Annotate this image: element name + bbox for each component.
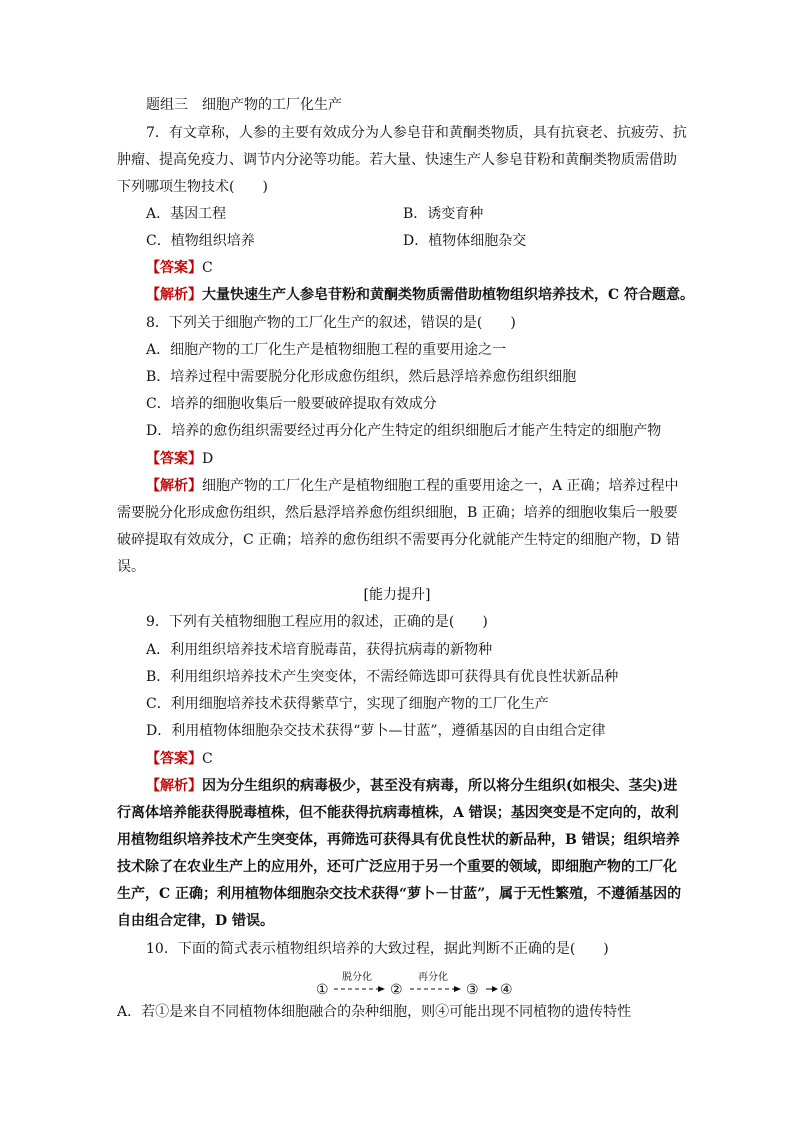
answer-value: D — [202, 451, 214, 467]
q9-option-a: A．利用组织培养技术培育脱毒苗，获得抗病毒的新物种 — [146, 642, 493, 658]
q9-option-b: B．利用组织培养技术产生突变体，不需经筛选即可获得具有优良性状新品种 — [146, 669, 619, 685]
arrow-1-head — [378, 986, 385, 992]
analysis-text: 因为分生组织的病毒极少，甚至没有病毒，所以将分生组织(如根尖、茎尖)进 — [202, 778, 678, 794]
q8-option-d: D．培养的愈伤组织需要经过再分化产生特定的组织细胞后才能产生特定的细胞产物 — [146, 423, 662, 439]
q8-stem: 8．下列关于细胞产物的工厂化生产的叙述，错误的是( ) — [146, 315, 516, 331]
q10-option-a: A．若①是来自不同植物体细胞融合的杂种细胞，则④可能出现不同植物的遗传特性 — [117, 1004, 632, 1020]
q7-stem-line1: 7．有文章称，人参的主要有效成分为人参皂苷和黄酮类物质，具有抗衰老、抗疲劳、抗 — [146, 125, 687, 141]
analysis-tag: 【解析】 — [146, 287, 202, 303]
q9-analysis-line5: 生产，C 正确；利用植物体细胞杂交技术获得“萝卜－甘蓝”，属于无性繁殖，不遵循基因的 — [117, 886, 682, 902]
q8-option-a: A．细胞产物的工厂化生产是植物细胞工程的重要用途之一 — [146, 342, 507, 358]
flow-label-redifferentiation: 再分化 — [418, 972, 448, 983]
q8-option-c: C．培养的细胞收集后一般要破碎提取有效成分 — [146, 396, 437, 412]
q7-option-b: B．诱变育种 — [403, 206, 484, 222]
answer-tag: 【答案】 — [146, 260, 202, 276]
q9-answer — [146, 750, 686, 768]
q9-option-d: D．利用植物体细胞杂交技术获得“萝卜—甘蓝”，遵循基因的自由组合定律 — [146, 723, 606, 739]
arrow-2-head — [454, 986, 461, 992]
q9-analysis-line4: 技术除了在农业生产上的应用外，还可广泛应用于另一个重要的领域，即细胞产物的工厂化 — [117, 859, 677, 875]
answer-tag: 【答案】 — [146, 451, 202, 467]
q9-stem: 9．下列有关植物细胞工程应用的叙述，正确的是( ) — [146, 614, 488, 630]
analysis-text: 细胞产物的工厂化生产是植物细胞工程的重要用途之一，A 正确；培养过程中 — [202, 478, 679, 494]
q7-option-a: A．基因工程 — [146, 206, 227, 222]
flow-node-1: ① — [316, 982, 329, 998]
flow-node-2: ② — [390, 982, 403, 998]
q8-option-b: B．培养过程中需要脱分化形成愈伤组织，然后悬浮培养愈伤组织细胞 — [146, 369, 577, 385]
q7-stem-line3: 下列哪项生物技术( ) — [117, 179, 268, 195]
analysis-tag: 【解析】 — [146, 778, 202, 794]
q8-analysis-line2: 需要脱分化形成愈伤组织，然后悬浮培养愈伤组织细胞，B 正确；培养的细胞收集后一般要 — [117, 505, 678, 521]
q10-stem: 10．下面的简式表示植物组织培养的大致过程，据此判断不正确的是( ) — [146, 941, 609, 957]
answer-value: C — [202, 260, 213, 276]
analysis-text: 大量快速生产人参皂苷粉和黄酮类物质需借助植物组织培养技术，C 符合题意。 — [202, 287, 695, 303]
q9-analysis-line2: 行离体培养能获得脱毒植株，但不能获得抗病毒植株，A 错误；基因突变是不定向的，故利 — [117, 805, 679, 821]
q7-option-d: D．植物体细胞杂交 — [403, 233, 527, 249]
q7-stem-line2: 肿瘤、提高免疫力、调节内分泌等功能。若大量、快速生产人参皂苷粉和黄酮类物质需借助 — [117, 152, 677, 168]
q7-option-c: C．植物组织培养 — [146, 233, 255, 249]
q8-analysis-line4: 误。 — [117, 559, 145, 575]
q7-analysis — [146, 286, 726, 304]
q8-analysis-line3: 破碎提取有效成分，C 正确；培养的愈伤组织不需要再分化就能产生特定的细胞产物，D 错 — [117, 532, 680, 548]
q9-analysis-line1 — [146, 777, 706, 795]
culture-flow-diagram — [300, 968, 560, 1000]
answer-tag: 【答案】 — [146, 751, 202, 767]
section-title: [能力提升] — [363, 587, 431, 603]
flow-node-3: ③ — [466, 982, 479, 998]
q8-answer — [146, 450, 686, 468]
q9-analysis-line6: 自由组合定律，D 错误。 — [117, 913, 275, 929]
flow-node-4: ④ — [500, 982, 513, 998]
answer-value: C — [202, 751, 213, 767]
q8-analysis-line1 — [146, 477, 706, 495]
q9-analysis-line3: 用植物组织培养技术产生突变体，再筛选可获得具有优良性状的新品种，B 错误；组织培养 — [117, 832, 680, 848]
q9-option-c: C．利用细胞培养技术获得紫草宁，实现了细胞产物的工厂化生产 — [146, 696, 549, 712]
arrow-3-head — [492, 986, 498, 992]
q7-answer — [146, 259, 686, 277]
flow-label-dedifferentiation: 脱分化 — [342, 972, 372, 983]
analysis-tag: 【解析】 — [146, 478, 202, 494]
group-title: 题组三 细胞产物的工厂化生产 — [146, 97, 342, 113]
